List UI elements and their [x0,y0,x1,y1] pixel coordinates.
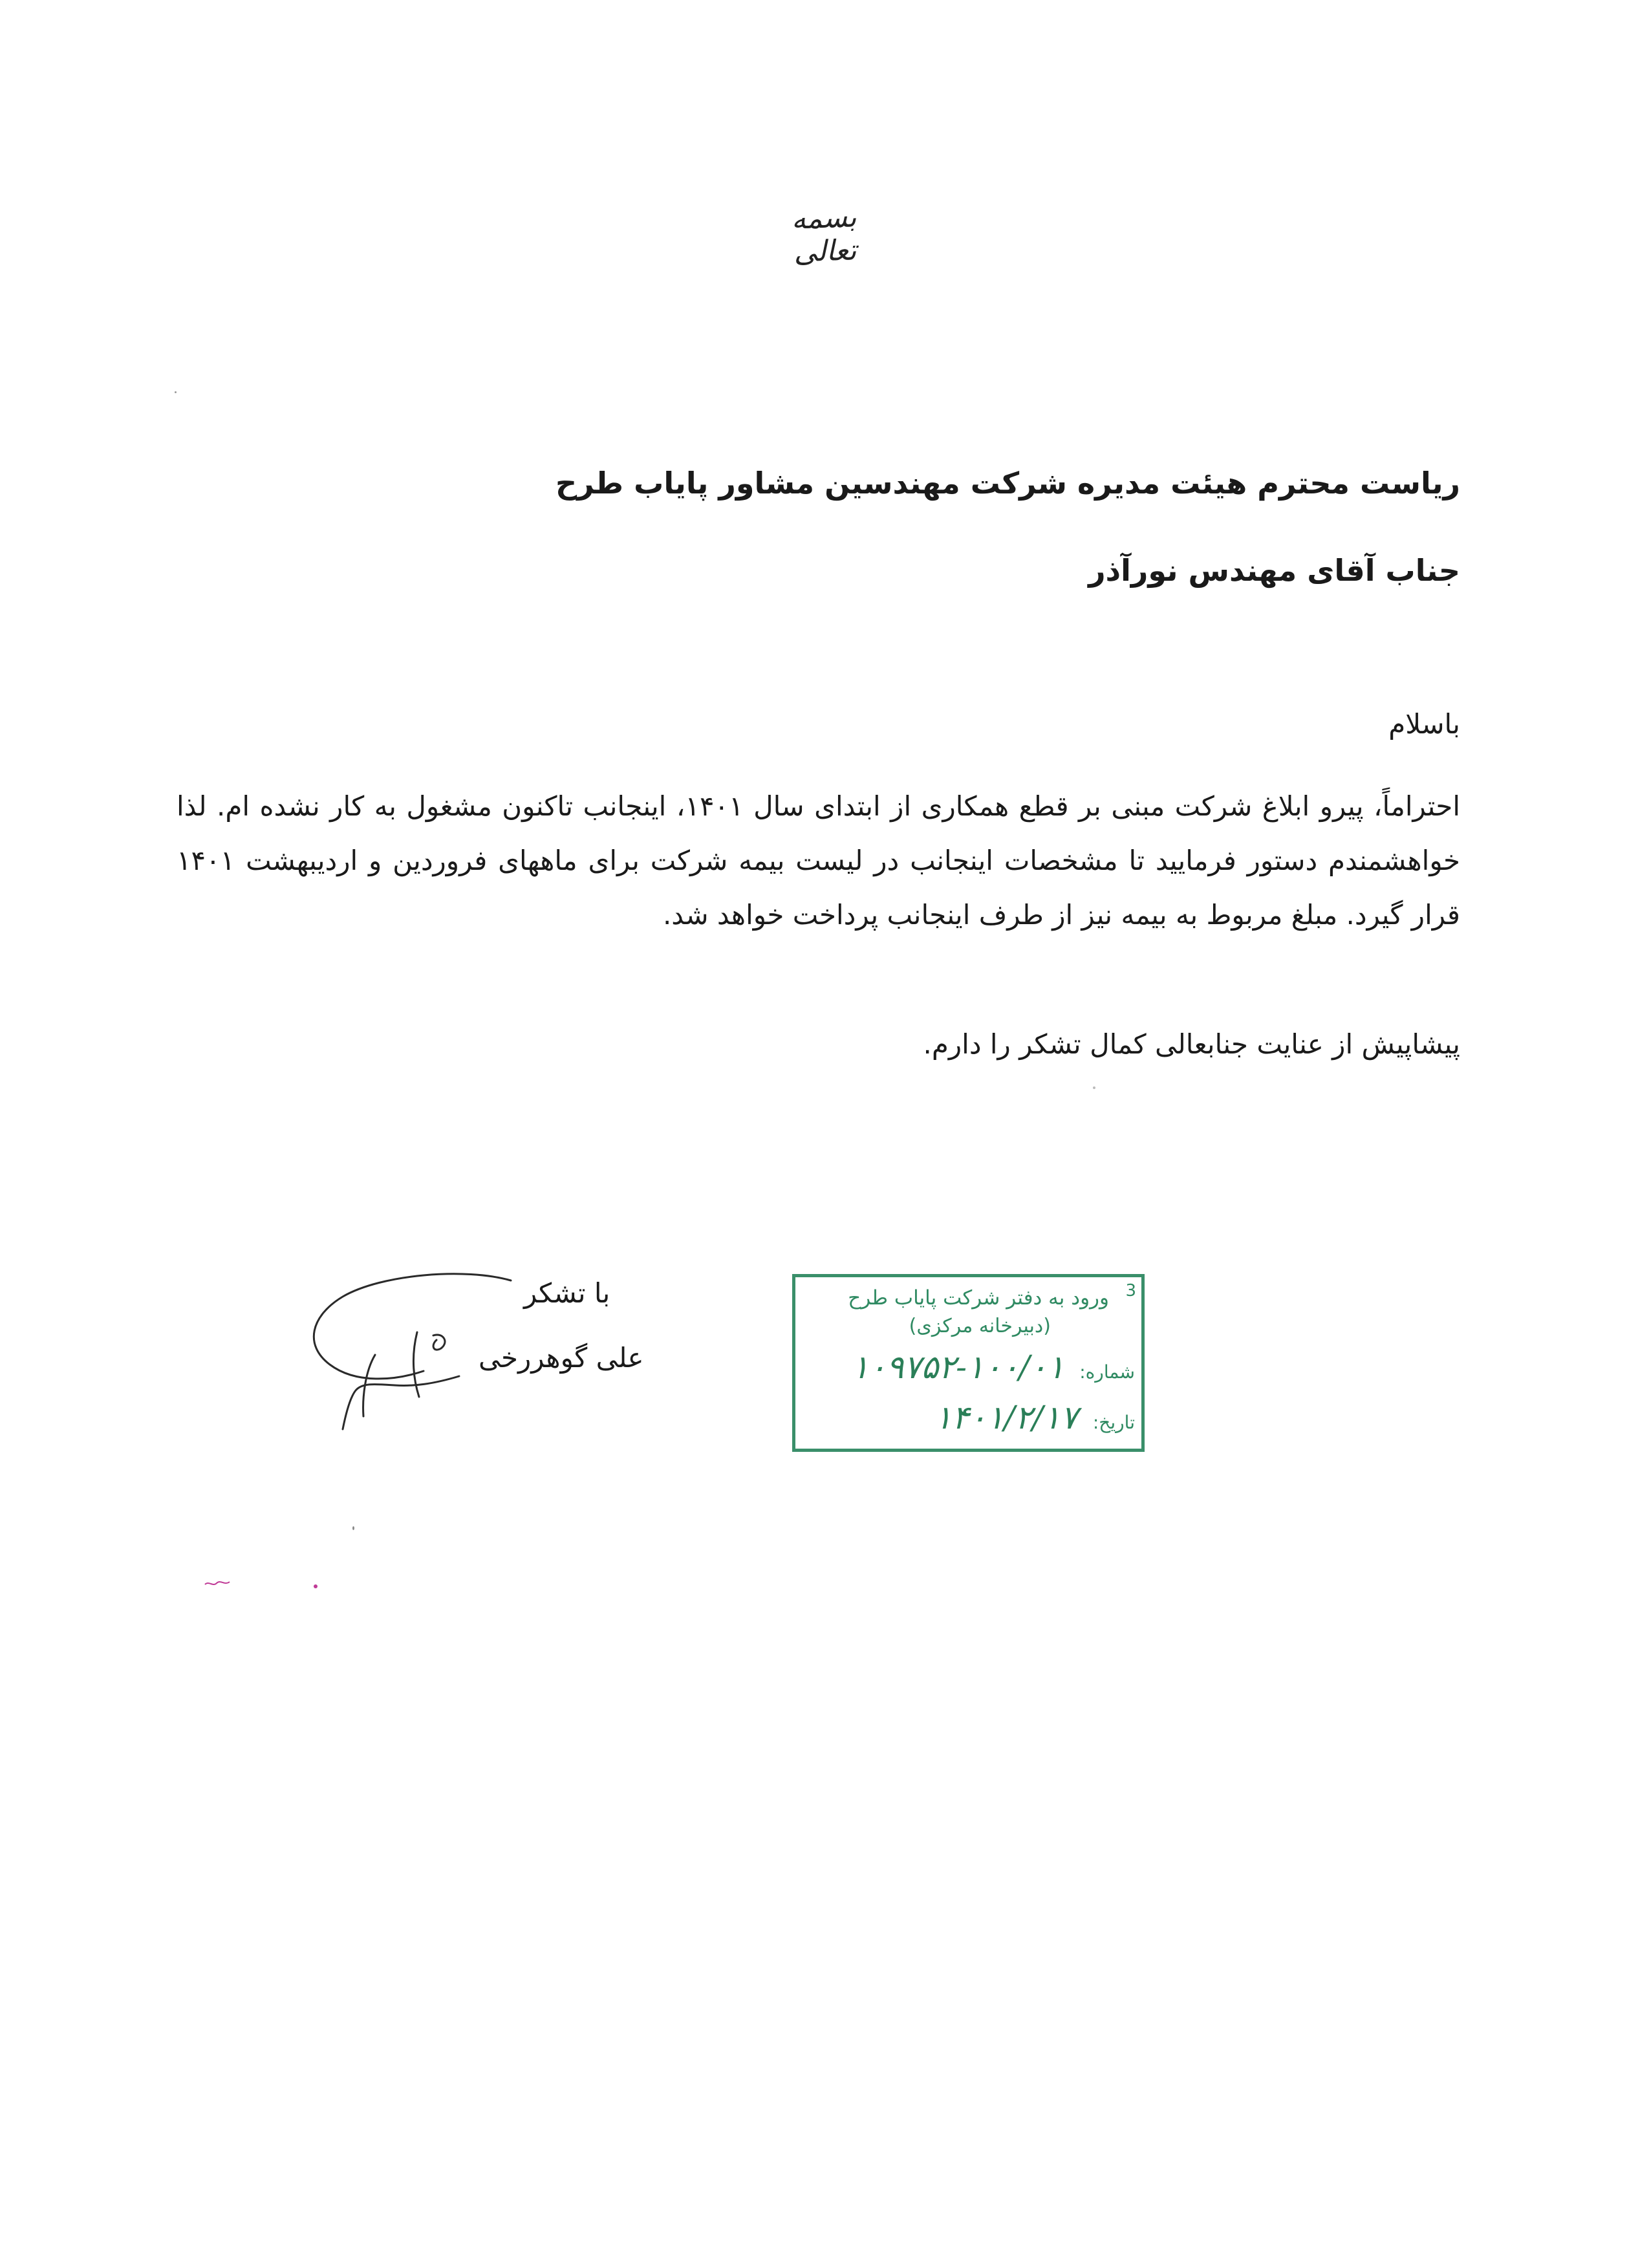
scan-speck [1093,1086,1095,1089]
addressee-person: جناب آقای مهندس نورآذر [1088,553,1460,588]
sign-off-thanks: با تشکر [524,1277,610,1309]
stamp-date-value: ۱۴۰۱/۲/۱۷ [934,1399,1078,1436]
stamp-date-label: تاریخ: [1092,1412,1135,1433]
greeting: باسلام [1388,708,1460,740]
signer-name: علی گوهررخی [479,1342,644,1374]
stamp-date-row [934,1399,1135,1436]
margin-scribble-mark [204,1578,236,1588]
invocation-heading: بسمه تعالی [790,200,857,269]
stamp-number-value: ۱۰۰/۰۱-۱۰۹۷۵۲ [851,1348,1065,1386]
stamp-title: ورود به دفتر شرکت پایاب طرح [848,1286,1109,1310]
stamp-number-label: شماره: [1079,1361,1135,1383]
registry-stamp [792,1274,1145,1452]
addressee-board: ریاست محترم هیئت مدیره شرکت مهندسین مشاور پایاب طرح [555,466,1460,501]
handwritten-signature [304,1268,524,1455]
closing-line: پیشاپیش از عنایت جنابعالی کمال تشکر را دارم. [923,1028,1460,1060]
scan-speck [352,1526,354,1530]
stamp-corner-code: 3 [1125,1281,1136,1301]
letter-body: احتراماً، پیرو ابلاغ شرکت مبنی بر قطع همکاری از ابتدای سال ۱۴۰۱، اینجانب تاکنون مشغول به کار نشده ام. لذا خواهشمندم دستور فرمایید تا مشخصات اینجانب در لیست بیمه شرکت برای ماههای فروردین و اردیبهشت ۱۴۰۱ قرار گیرد. مبلغ مربوط به بیمه نیز از طرف اینجانب پرداخت خواهد شد. [177,790,1460,931]
scan-speck [175,391,177,393]
scan-speck [314,1584,318,1588]
stamp-subtitle: (دبیرخانه مرکزی) [909,1315,1051,1337]
stamp-number-row [852,1348,1135,1386]
